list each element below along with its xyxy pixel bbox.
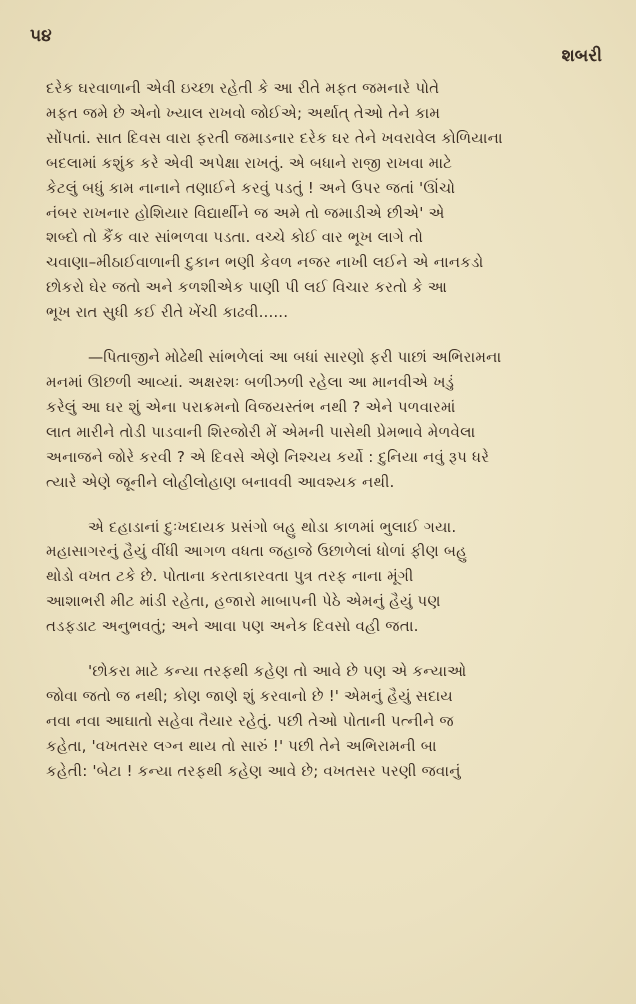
text-line: ત્યારે એણે જૂનીને લોહીલોહાણ બનાવવી આવશ્યક નથી. bbox=[46, 472, 395, 491]
text-line: ચવાણા–મીઠાઈવાળાની દુકાન ભણી કેવળ નજર નાખી લઈને એ નાનકડો bbox=[46, 253, 484, 272]
page-number: ૫૪ bbox=[30, 26, 52, 46]
text-line: નવા નવા આઘાતો સહેવા તૈયાર રહેતું. પછી તેઓ પોતાની પત્નીને જ bbox=[46, 711, 454, 730]
body-text bbox=[46, 76, 602, 784]
text-line: 'છોકરા માટે કન્યા તરફથી કહેણ તો આવે છે પણ એ કન્યાઓ bbox=[88, 662, 467, 681]
text-line: થોડો વખત ટકે છે. પોતાના કરતાકારવતા પુત્ર તરફ નાના મૂંગી bbox=[46, 567, 414, 586]
paragraph-1 bbox=[46, 76, 602, 325]
text-line: સોંપતાં. સાત દિવસ વારા ફરતી જમાડનાર દરેક ઘર તેને ખવરાવેલ કોળિયાના bbox=[46, 128, 503, 147]
text-line: મફત જમે છે એનો ખ્યાલ રાખવો જોઈએ; અર્થાત્ તેઓ તેને કામ bbox=[46, 103, 441, 122]
text-line: શબ્દો તો કૈંક વાર સાંભળવા પડતા. વચ્ચે કોઈ વાર ભૂખ લાગે તો bbox=[46, 228, 424, 247]
text-line: જોવા જતો જ નથી; કોણ જાણે શું કરવાનો છે !' એમનું હૈયું સદાય bbox=[46, 686, 453, 705]
text-line: મહાસાગરનું હૈયું વીંધી આગળ વધતા જહાજે ઉછાળેલાં ધોળાં ફીણ બહુ bbox=[46, 542, 468, 561]
text-line: કરેલું આ ઘર શું એના પરાક્રમનો વિજયસ્તંભ નથી ? એને પળવારમાં bbox=[46, 397, 456, 416]
running-head-title: શબરી bbox=[561, 46, 602, 66]
text-line: અનાજને જોરે કરવી ? એ દિવસે એણે નિશ્ચય કર્યો : દુનિયા નવું રૂપ ધરે bbox=[46, 447, 490, 466]
text-line: —પિતાજીને મોઢેથી સાંભળેલાં આ બધાં સારણો ફરી પાછાં અભિરામના bbox=[88, 348, 502, 367]
text-line: આશાભરી મીટ માંડી રહેતા, હજારો માબાપની પેઠે એમનું હૈયું પણ bbox=[46, 592, 441, 611]
paragraph-3 bbox=[46, 515, 602, 640]
text-line: દરેક ઘરવાળાની એવી ઇચ્છા રહેતી કે આ રીતે મફત જમનારે પોતે bbox=[46, 79, 440, 97]
text-line: નંબર રાખનાર હોશિયાર વિદ્યાર્થીને જ અમે તો જમાડીએ છીએ' એ bbox=[46, 203, 445, 222]
paragraph-2 bbox=[46, 345, 602, 494]
text-line: છોકરો ઘેર જતો અને કળશીએક પાણી પી લઈ વિચાર કરતો કે આ bbox=[46, 278, 448, 297]
paragraph-4 bbox=[46, 659, 602, 784]
text-line: એ દહાડાનાં દુઃખદાયક પ્રસંગો બહુ થોડા કાળમાં ભુલાઈ ગયા. bbox=[88, 517, 457, 536]
text-line: કહેતી: 'બેટા ! કન્યા તરફથી કહેણ આવે છે; વખતસર પરણી જવાનું bbox=[46, 761, 461, 780]
text-line: કેટલું બધું કામ નાનાને તણાઈને કરવું પડતું ! અને ઉપર જતાં 'ઊંચો bbox=[46, 178, 456, 197]
text-line: તડફડાટ અનુભવતું; અને આવા પણ અનેક દિવસો વહી જતા. bbox=[46, 617, 419, 636]
text-line: ભૂખ રાત સુધી કઈ રીતે ખેંચી કાઢવી...... bbox=[46, 303, 289, 322]
text-line: કહેતા, 'વખતસર લગ્ન થાય તો સારું !' પછી તેને અભિરામની બા bbox=[46, 736, 437, 755]
text-line: બદલામાં કશુંક કરે એવી અપેક્ષા રાખતું. એ બધાને રાજી રાખવા માટે bbox=[46, 153, 453, 172]
text-line: લાત મારીને તોડી પાડવાની શિરજોરી મેં એમની પાસેથી પ્રેમભાવે મેળવેલા bbox=[46, 422, 476, 441]
text-line: મનમાં ઊછળી આવ્યાં. અક્ષરશઃ બળીઝળી રહેલા આ માનવીએ ખડું bbox=[46, 372, 455, 391]
